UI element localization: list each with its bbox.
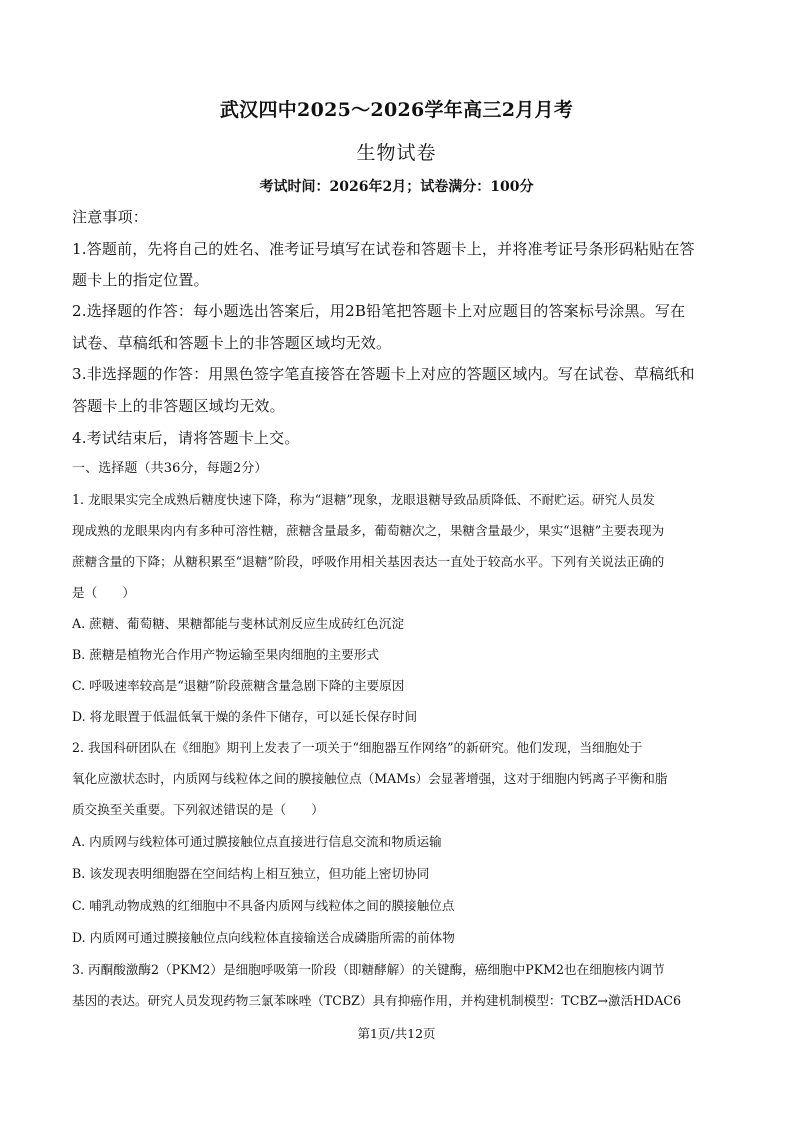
question-2-option-c: C. 哺乳动物成熟的红细胞中不具备内质网与线粒体之间的膜接触位点 [72, 898, 455, 913]
subject-title: 生物试卷 [356, 142, 437, 164]
question-1-stem: 蔗糖含量的下降；从糖积累至“退糖”阶段，呼吸作用相关基因表达一直处于较高水平。下列有关说法正确的 [72, 554, 665, 569]
note-line: 1.答题前，先将自己的姓名、准考证号填写在试卷和答题卡上，并将准考证号条形码粘贴在答 [72, 240, 695, 258]
question-2-option-d: D. 内质网可通过膜接触位点向线粒体直接输送合成磷脂所需的前体物 [72, 930, 455, 945]
question-2-stem: 2. 我国科研团队在《细胞》期刊上发表了一项关于“细胞器互作网络”的新研究。他们发现，当细胞处于 [72, 740, 643, 755]
note-line: 答题卡上的非答题区域均无效。 [72, 397, 285, 415]
question-1-option-d: D. 将龙眼置于低温低氧干燥的条件下储存，可以延长保存时间 [72, 709, 418, 724]
note-line: 试卷、草稿纸和答题卡上的非答题区域均无效。 [72, 334, 392, 352]
notes-heading: 注意事项： [72, 208, 149, 226]
note-line: 4.考试结束后，请将答题卡上交。 [72, 429, 300, 447]
question-1-option-c: C. 呼吸速率较高是“退糖”阶段蔗糖含量急剧下降的主要原因 [72, 678, 405, 693]
question-2-option-b: B. 该发现表明细胞器在空间结构上相互独立，但功能上密切协同 [72, 866, 430, 881]
question-1-stem: 是（ ） [72, 585, 135, 600]
note-line: 3.非选择题的作答：用黑色签字笔直接答在答题卡上对应的答题区域内。写在试卷、草稿纸和 [72, 365, 695, 383]
exam-info: 考试时间：2026年2月；试卷满分：100分 [259, 179, 534, 195]
question-1-stem: 现成熟的龙眼果肉内有多种可溶性糖，蔗糖含量最多，葡萄糖次之，果糖含量最少，果实“退糖”主要表现为 [72, 523, 665, 538]
question-3-stem: 3. 丙酮酸激酶2（PKM2）是细胞呼吸第一阶段（即糖酵解）的关键酶，癌细胞中PKM2也在细胞核内调节 [72, 962, 665, 977]
question-3-stem: 基因的表达。研究人员发现药物三氯苯咪唑（TCBZ）具有抑癌作用，并构建机制模型：TCBZ→激活HDAC6 [72, 993, 682, 1008]
question-1-option-b: B. 蔗糖是植物光合作用产物运输至果肉细胞的主要形式 [72, 647, 379, 662]
note-line: 2.选择题的作答：每小题选出答案后，用2B铅笔把答题卡上对应题目的答案标号涂黑。写在 [72, 302, 686, 320]
question-1-stem: 1. 龙眼果实完全成熟后糖度快速下降，称为“退糖”现象，龙眼退糖导致品质降低、不耐贮运。研究人员发 [72, 492, 656, 507]
page-number: 第1页/共12页 [357, 1026, 436, 1041]
question-2-stem: 质交换至关重要。下列叙述错误的是（ ） [72, 802, 324, 817]
question-2-option-a: A. 内质网与线粒体可通过膜接触位点直接进行信息交流和物质运输 [72, 834, 442, 849]
exam-title: 武汉四中2025～2026学年高三2月月考 [219, 99, 574, 121]
section-heading: 一、选择题（共36分，每题2分） [72, 461, 268, 476]
question-2-stem: 氧化应激状态时，内质网与线粒体之间的膜接触位点（MAMs）会显著增强，这对于细胞内钙离子平衡和脂 [72, 771, 668, 786]
note-line: 题卡上的指定位置。 [72, 271, 209, 289]
question-1-option-a: A. 蔗糖、葡萄糖、果糖都能与斐林试剂反应生成砖红色沉淀 [72, 616, 404, 631]
